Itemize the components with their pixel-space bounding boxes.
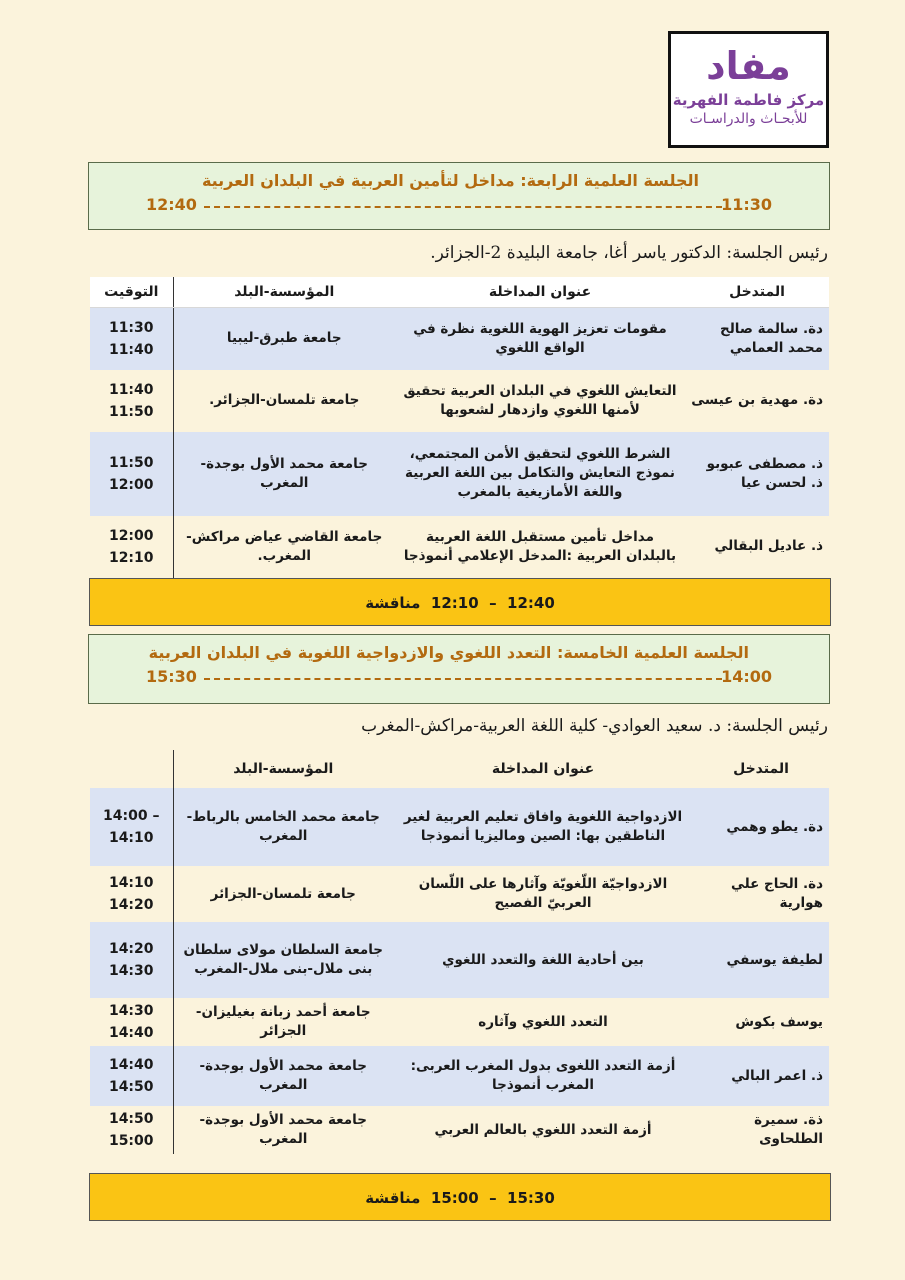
row-time [90,308,173,370]
header-institution: المؤسسة-البلد [233,761,334,777]
row-speaker: يوسف بكوش [693,998,829,1046]
row-speaker: دة. الحاج علي هوارية [693,866,829,922]
discussion-sep: – [489,594,497,612]
header-speaker: المتدخل [733,761,789,777]
table-row [90,516,829,578]
header-institution: المؤسسة-البلد [173,277,395,308]
row-time [90,788,173,866]
session5-time-range [146,667,772,689]
row-institution: جامعة محمد الأول بوجدة-المغرب [173,1046,393,1106]
row-time [90,370,173,432]
row-title: التعدد اللغوي وآثاره [393,998,693,1046]
session4-title: الجلسة العلمية الرابعة: مداخل لتأمين العربية في البلدان العربية [201,171,699,190]
row-title: مقومات تعزيز الهوية اللغوية نظرة في الواقع اللغوي [395,308,685,370]
discussion-from: 12:10 [430,594,479,612]
row-time [90,998,173,1046]
row-speaker: ذ. اعمر البالي [693,1046,829,1106]
row-time-end: 14:20 [108,897,154,913]
session5-title: الجلسة العلمية الخامسة: التعدد اللغوي والازدواجية اللغوية في البلدان العربية [148,643,749,662]
row-speaker: ذ. عاديل البقالي [685,516,829,578]
row-time-start: 14:20 [108,941,154,957]
row-time-end: 15:00 [108,1133,154,1149]
row-time-end: 14:50 [108,1079,154,1095]
row-time-start: 14:30 [108,1003,154,1019]
session5-time-divider [204,678,722,680]
table-header-row [90,277,829,308]
center-logo [668,31,829,148]
row-institution: جامعة محمد الأول بوجدة-المغرب [173,1106,393,1154]
discussion-label: مناقشة [365,594,421,612]
row-speaker: دة. يطو وهمي [693,788,829,866]
row-time [90,516,173,578]
session5-chair: رئيس الجلسة: د. سعيد العوادي- كلية اللغة العربية-مراكش-المغرب [361,716,828,736]
row-time-start: 14:10 [108,875,154,891]
row-institution: جامعة محمد الخامس بالرباط-المغرب [173,788,393,866]
row-time-start: 11:30 [108,319,154,336]
discussion-label: مناقشة [365,1189,421,1207]
row-institution: جامعة أحمد زبانة بغيليزان-الجزائر [173,998,393,1046]
row-time-end: 12:00 [108,476,154,493]
row-time-start: 11:40 [108,381,154,398]
session4-time-range [146,195,772,217]
table-header-row [90,750,829,788]
session4-time-divider [204,206,722,208]
discussion-from: 15:00 [430,1189,479,1207]
row-institution: جامعة القاضي عياض مراكش-المغرب. [173,516,395,578]
session5-discussion [89,1173,831,1221]
row-institution: جامعة طبرق-ليبيا [173,308,395,370]
row-time [90,922,173,998]
row-time-end: 11:50 [108,403,154,420]
row-time-end: 14:10 [108,830,154,846]
logo-line2: للأبحـاث والدراسـات [689,111,808,127]
row-title: أزمة التعدد اللغوي بالعالم العربي [393,1106,693,1154]
row-time [90,1046,173,1106]
row-speaker: دة. سالمة صالح محمد العمامي [685,308,829,370]
row-time-end: 14:30 [108,963,154,979]
header-title: عنوان المداخلة [395,277,685,308]
row-time [90,866,173,922]
table-row [90,998,829,1046]
row-time-start: 12:00 [108,527,154,544]
session4-end-time: 12:40 [146,195,197,214]
table-row [90,788,829,866]
row-speaker: ذ. مصطفى عبوبو ذ. لحسن عيا [685,432,829,516]
session5-start-time: 14:00 [721,667,772,686]
row-title: بين أحادية اللغة والتعدد اللغوي [393,922,693,998]
row-time-end: 11:40 [108,341,154,358]
table-row [90,1046,829,1106]
row-time-start: 14:00 – [103,808,160,824]
row-title: مداخل تأمين مستقبل اللغة العربية بالبلدان العربية :المدخل الإعلامي أنموذجا [395,516,685,578]
table-row [90,1106,829,1154]
row-time-start: 11:50 [108,454,154,471]
table-row [90,922,829,998]
row-time-end: 12:10 [108,549,154,566]
discussion-to: 15:30 [507,1189,555,1207]
row-title: الشرط اللغوي لتحقيق الأمن المجتمعي، نموذج التعايش والتكامل بين اللغة العربية واللغة الأمازيغية بالمغرب [395,432,685,516]
session5-table [90,750,829,1154]
row-time-start: 14:40 [108,1057,154,1073]
row-time-start: 14:50 [108,1111,154,1127]
session4-start-time: 11:30 [721,195,772,214]
row-institution: جامعة تلمسان-الجزائر. [173,370,395,432]
row-institution: جامعة السلطان مولاى سلطان بنى ملال-بنى ملال-المغرب [173,922,393,998]
row-speaker: دة. مهدية بن عيسى [685,370,829,432]
table-row [90,432,829,516]
row-time-end: 14:40 [108,1025,154,1041]
row-time [90,432,173,516]
session4-discussion [89,578,831,626]
row-institution: جامعة محمد الأول بوجدة-المغرب [173,432,395,516]
header-title: عنوان المداخلة [491,761,595,777]
row-time [90,1106,173,1154]
session5-header [88,634,830,704]
row-title: الازدواجيّة اللّغويّة وآثارها على اللّسان العربيّ الفصيح [393,866,693,922]
row-institution: جامعة تلمسان-الجزائر [173,866,393,922]
logo-brand: مفاد [706,44,791,88]
header-time [90,750,173,788]
table-row [90,308,829,370]
session4-chair: رئيس الجلسة: الدكتور ياسر أغا، جامعة البليدة 2-الجزائر. [430,243,828,263]
row-title: الازدواجية اللغوية وافاق تعليم العربية لغير الناطقين بها: الصين وماليزيا أنموذجا [393,788,693,866]
table-row [90,866,829,922]
discussion-to: 12:40 [507,594,555,612]
header-time: التوقيت [90,277,173,308]
header-speaker: المتدخل [685,277,829,308]
row-speaker: لطيفة يوسفي [693,922,829,998]
discussion-sep: – [489,1189,497,1207]
table-row [90,370,829,432]
session4-table [90,277,829,578]
row-speaker: ذة. سميرة الطلحاوى [693,1106,829,1154]
session5-end-time: 15:30 [146,667,197,686]
logo-line1: مركز فاطمة الفهرية [672,91,825,109]
row-title: أزمة التعدد اللغوى بدول المغرب العربى: المغرب أنموذجا [393,1046,693,1106]
row-title: التعايش اللغوي في البلدان العربية تحقيق لأمنها اللغوي وازدهار لشعوبها [395,370,685,432]
session4-header [88,162,830,230]
